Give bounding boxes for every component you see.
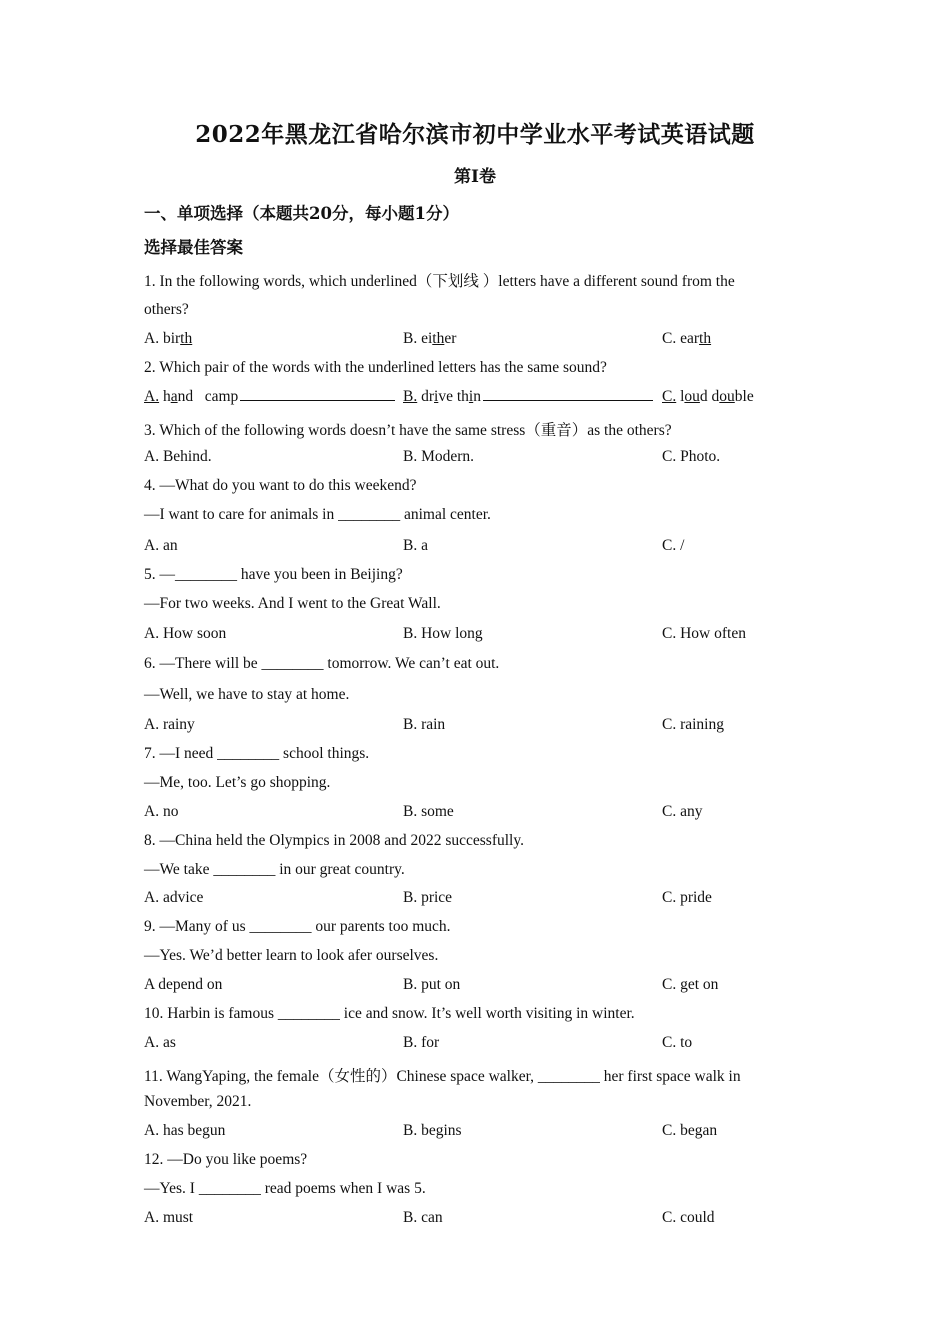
- option-label: B.: [403, 388, 418, 405]
- question-7-dialogue: —Me, too. Let’s go shopping.: [144, 774, 331, 791]
- underline-rule: [240, 388, 395, 401]
- question-3-option-c[interactable]: C. Photo.: [662, 448, 721, 465]
- underlined-letters: th: [432, 330, 445, 347]
- question-9-option-a[interactable]: A depend on: [144, 976, 223, 993]
- question-10-stem: 10. Harbin is famous ________ ice and snow. It’s well worth visiting in winter.: [144, 1005, 635, 1022]
- question-12-dialogue: —Yes. I ________ read poems when I was 5.: [144, 1180, 426, 1197]
- question-3-option-a[interactable]: A. Behind.: [144, 448, 212, 465]
- question-11-option-b[interactable]: B. begins: [403, 1122, 462, 1139]
- question-1-option-c[interactable]: [662, 330, 711, 348]
- question-8-dialogue: —We take ________ in our great country.: [144, 861, 405, 878]
- section-heading: 一、单项选择（本题共20分，每小题1分）: [144, 204, 459, 223]
- option-text: h: [159, 388, 171, 405]
- option-text: A. bir: [144, 330, 181, 347]
- question-2-option-a[interactable]: [144, 388, 403, 406]
- option-text: nd: [177, 388, 194, 405]
- question-8-option-c[interactable]: C. pride: [662, 889, 712, 906]
- option-text: dr: [417, 388, 435, 405]
- question-4-option-b[interactable]: B. a: [403, 537, 428, 554]
- question-1-stem: 1. In the following words, which underlined（下划线 ）letters have a different sound from the: [144, 273, 735, 290]
- question-3-option-b[interactable]: B. Modern.: [403, 448, 475, 465]
- question-9-option-b[interactable]: B. put on: [403, 976, 461, 993]
- question-6-option-c[interactable]: C. raining: [662, 716, 724, 733]
- question-8-option-b[interactable]: B. price: [403, 889, 453, 906]
- question-10-option-c[interactable]: C. to: [662, 1034, 693, 1051]
- option-text: n: [473, 388, 481, 405]
- option-text: B. ei: [403, 330, 433, 347]
- underline-rule: [483, 388, 653, 401]
- question-3-stem: 3. Which of the following words doesn’t have the same stress（重音）as the others?: [144, 422, 672, 439]
- question-8-stem: 8. —China held the Olympics in 2008 and 2022 successfully.: [144, 832, 524, 849]
- option-text: camp: [204, 388, 239, 405]
- question-7-stem: 7. —I need ________ school things.: [144, 745, 370, 762]
- section-instruction: 选择最佳答案: [144, 238, 243, 257]
- question-10-option-a[interactable]: A. as: [144, 1034, 176, 1051]
- question-5-option-c[interactable]: C. How often: [662, 625, 746, 642]
- underlined-letters: a: [170, 388, 178, 405]
- option-text: ble: [734, 388, 754, 405]
- question-4-option-c[interactable]: C. /: [662, 537, 685, 554]
- option-label: A.: [144, 388, 160, 405]
- question-4-option-a[interactable]: A. an: [144, 537, 178, 554]
- question-12-stem: 12. —Do you like poems?: [144, 1151, 308, 1168]
- question-5-dialogue: —For two weeks. And I went to the Great Wall.: [144, 595, 441, 612]
- question-2-option-c[interactable]: [662, 388, 754, 406]
- question-6-stem: 6. —There will be ________ tomorrow. We can’t eat out.: [144, 655, 500, 672]
- underlined-letters: i: [434, 388, 439, 405]
- option-text: d: [699, 388, 708, 405]
- question-12-option-b[interactable]: B. can: [403, 1209, 443, 1226]
- question-2-option-b[interactable]: [403, 388, 653, 406]
- question-4-stem: 4. —What do you want to do this weekend?: [144, 477, 417, 494]
- question-4-dialogue: —I want to care for animals in ________ animal center.: [144, 506, 491, 523]
- question-7-option-a[interactable]: A. no: [144, 803, 179, 820]
- question-6-option-a[interactable]: A. rainy: [144, 716, 195, 733]
- question-6-option-b[interactable]: B. rain: [403, 716, 446, 733]
- question-11-stem: 11. WangYaping, the female（女性的）Chinese space walker, ________ her first space walk in: [144, 1068, 741, 1085]
- question-7-option-b[interactable]: B. some: [403, 803, 454, 820]
- question-12-option-a[interactable]: A. must: [144, 1209, 194, 1226]
- question-9-stem: 9. —Many of us ________ our parents too much.: [144, 918, 451, 935]
- exam-title: 2022年黑龙江省哈尔滨市初中学业水平考试英语试题: [195, 121, 755, 148]
- question-2-stem: 2. Which pair of the words with the underlined letters has the same sound?: [144, 359, 607, 376]
- question-6-dialogue: —Well, we have to stay at home.: [144, 686, 350, 703]
- question-11-stem-cont: November, 2021.: [144, 1093, 252, 1110]
- underlined-letters: ou: [719, 388, 735, 405]
- volume-label: 第Ⅰ卷: [454, 167, 496, 187]
- option-text: C. ear: [662, 330, 700, 347]
- question-7-option-c[interactable]: C. any: [662, 803, 703, 820]
- question-5-stem: 5. —________ have you been in Beijing?: [144, 566, 403, 583]
- question-11-option-c[interactable]: C. began: [662, 1122, 718, 1139]
- option-text: d: [707, 388, 720, 405]
- question-1-stem-cont: others?: [144, 301, 189, 318]
- underlined-letters: th: [180, 330, 193, 347]
- question-9-option-c[interactable]: C. get on: [662, 976, 719, 993]
- question-5-option-a[interactable]: A. How soon: [144, 625, 227, 642]
- question-1-option-a[interactable]: [144, 330, 192, 348]
- underlined-letters: th: [699, 330, 712, 347]
- option-text: l: [676, 388, 685, 405]
- option-label: C.: [662, 388, 677, 405]
- question-8-option-a[interactable]: A. advice: [144, 889, 204, 906]
- option-text: ve: [438, 388, 453, 405]
- option-text: th: [452, 388, 469, 405]
- underlined-letters: i: [468, 388, 474, 405]
- underlined-letters: ou: [684, 388, 700, 405]
- question-11-option-a[interactable]: A. has begun: [144, 1122, 226, 1139]
- question-10-option-b[interactable]: B. for: [403, 1034, 440, 1051]
- question-1-option-b[interactable]: [403, 330, 456, 348]
- question-5-option-b[interactable]: B. How long: [403, 625, 483, 642]
- question-12-option-c[interactable]: C. could: [662, 1209, 715, 1226]
- option-text: er: [444, 330, 457, 347]
- question-9-dialogue: —Yes. We’d better learn to look afer ourselves.: [144, 947, 439, 964]
